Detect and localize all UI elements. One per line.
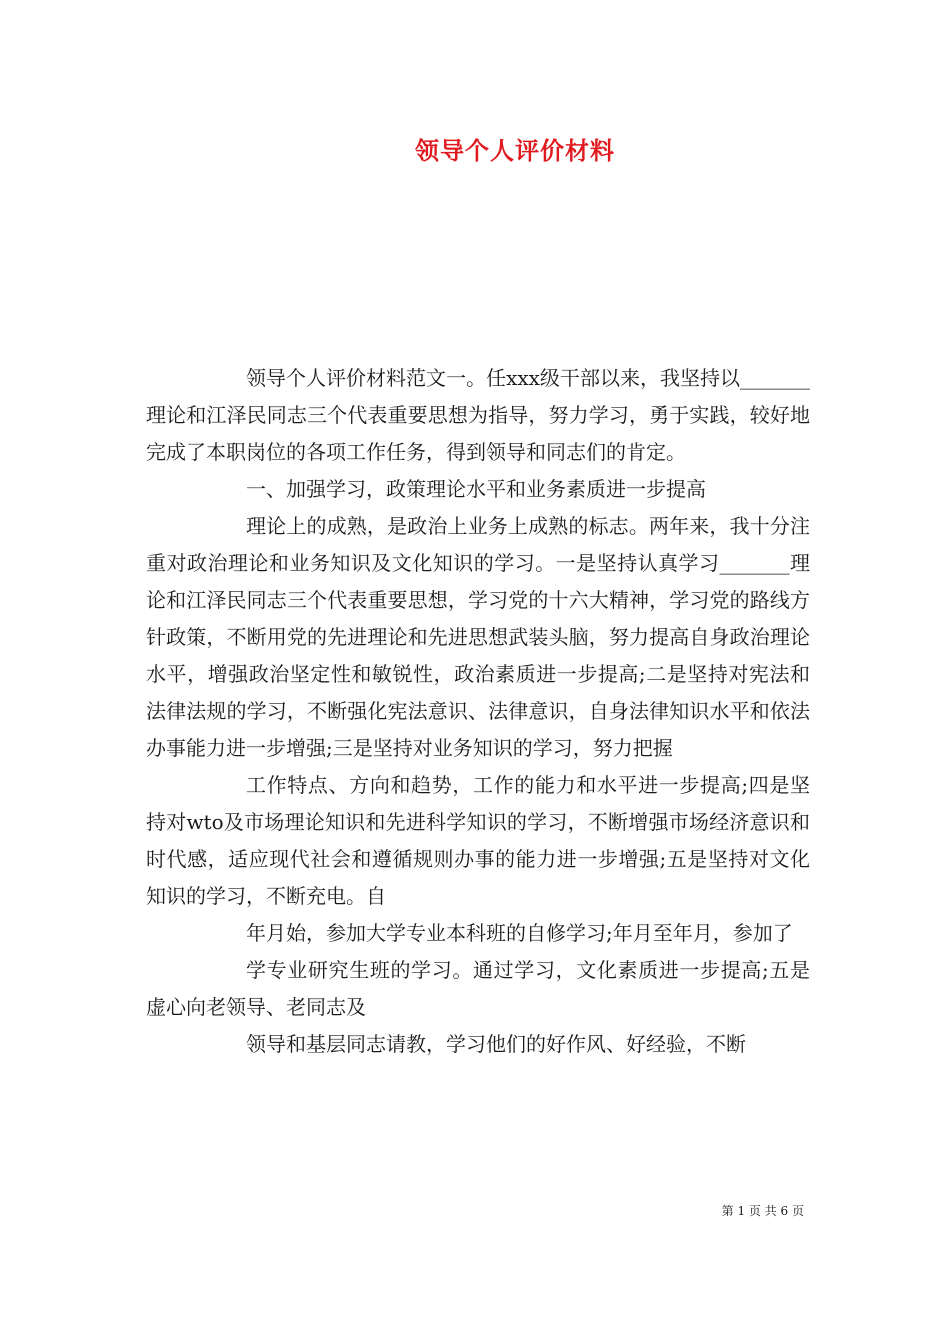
paragraph-intro: 领导个人评价材料范文一。任xxx级干部以来，我坚持以_______理论和江泽民同志三个代表重要思想为指导，努力学习，勇于实践，较好地完成了本职岗位的各项工作任务，得到领导和同志们的肯定。 (146, 366, 810, 464)
paragraph-graduate-class: 学专业研究生班的学习。通过学习，文化素质进一步提高;五是虚心向老领导、老同志及 (146, 958, 810, 1019)
section-heading: 一、加强学习，政策理论水平和业务素质进一步提高 (246, 477, 706, 501)
paragraph-work-features: 工作特点、方向和趋势，工作的能力和水平进一步提高;四是坚持对wto及市场理论知识和先进科学知识的学习，不断增强市场经济意识和时代感，适应现代社会和遵循规则办事的能力进一步增强;五是坚持对文化知识的学习，不断充电。自 (146, 773, 810, 908)
document-body (146, 360, 810, 1063)
page-number: 第 1 页 共 6 页 (721, 1204, 804, 1218)
paragraph-self-study: 年月始，参加大学专业本科班的自修学习;年月至年月，参加了 (246, 921, 793, 945)
document-title: 领导个人评价材料 (415, 136, 615, 165)
paragraph-study: 理论上的成熟，是政治上业务上成熟的标志。两年来，我十分注重对政治理论和业务知识及文化知识的学习。一是坚持认真学习_______理论和江泽民同志三个代表重要思想，学习党的十六大精神，学习党的路线方针政策，不断用党的先进理论和先进思想武装头脑，努力提高自身政治理论水平，增强政治坚定性和敏锐性，政治素质进一步提高;二是坚持对宪法和法律法规的学习，不断强化宪法意识、法律意识，自身法律知识水平和依法办事能力进一步增强;三是坚持对业务知识的学习，努力把握 (146, 514, 810, 760)
paragraph-consult: 领导和基层同志请教，学习他们的好作风、好经验，不断 (246, 1032, 746, 1056)
